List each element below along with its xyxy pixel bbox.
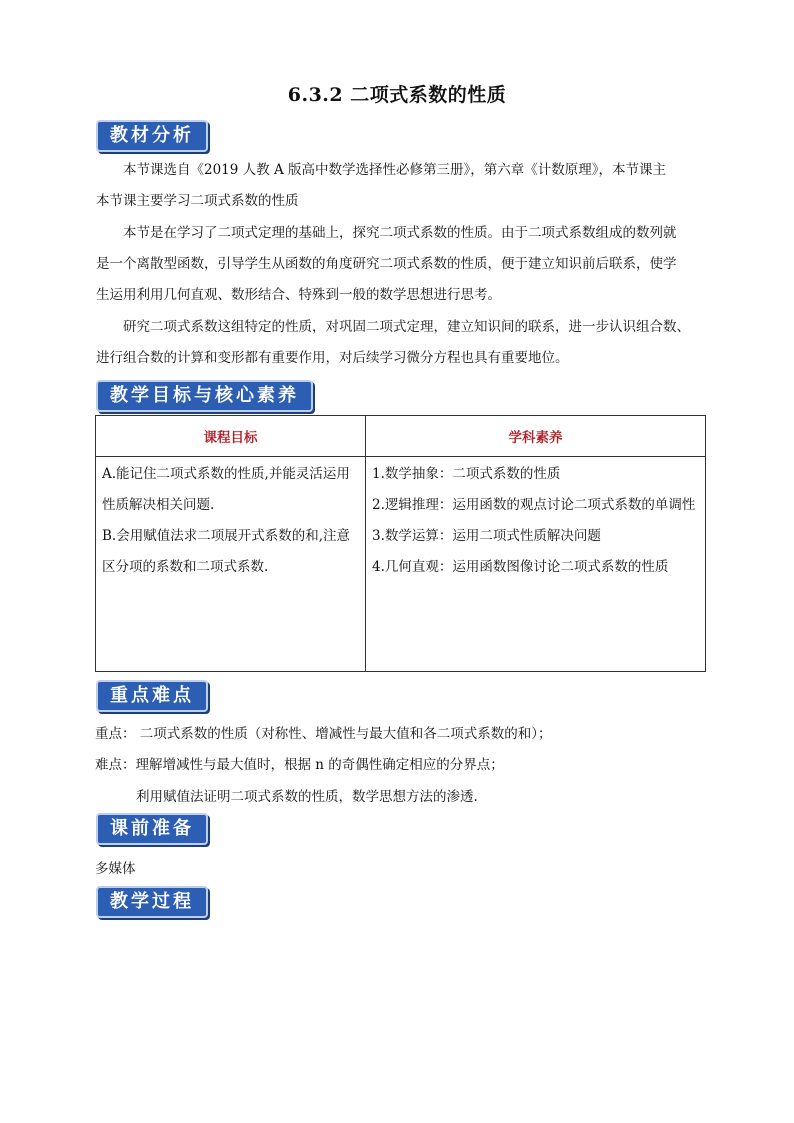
analysis-paragraph-1b: 本节课主要学习二项式系数的性质 <box>96 193 299 209</box>
analysis-paragraph-3a: 研究二项式系数这组特定的性质，对巩固二项式定理，建立知识间的联系，进一步认识组合数、 <box>123 319 690 335</box>
preparation-text: 多媒体 <box>95 861 136 877</box>
course-goal-line: 区分项的系数和二项式系数. <box>102 559 269 575</box>
course-goals-cell <box>96 457 366 672</box>
literacy-line: 3.数学运算：运用二项式性质解决问题 <box>372 528 601 544</box>
section-badge-analysis: 教材分析 <box>96 120 208 152</box>
section-badge-process: 教学过程 <box>96 886 208 918</box>
literacy-line: 2.逻辑推理：运用函数的观点讨论二项式系数的单调性 <box>372 497 696 513</box>
section-badge-key-points: 重点难点 <box>96 680 208 712</box>
goals-table <box>95 415 706 672</box>
course-goal-line: B.会用赋值法求二项展开式系数的和,注意 <box>102 528 351 544</box>
course-goal-line: A.能记住二项式系数的性质,并能灵活运用 <box>102 466 350 482</box>
literacy-line: 4.几何直观：运用函数图像讨论二项式系数的性质 <box>372 559 669 575</box>
analysis-paragraph-1a: 本节课选自《2019 人教 A 版高中数学选择性必修第三册》，第六章《计数原理》，本节课主 <box>123 162 666 178</box>
analysis-paragraph-3b: 进行组合数的计算和变形都有重要作用，对后续学习微分方程也具有重要地位。 <box>96 350 569 366</box>
literacy-line: 1.数学抽象：二项式系数的性质 <box>372 466 561 482</box>
section-badge-goals: 教学目标与核心素养 <box>96 380 313 412</box>
course-goal-line: 性质解决相关问题. <box>102 497 215 513</box>
difficulty-text: 难点：理解增减性与最大值时，根据 n 的奇偶性确定相应的分界点； <box>95 757 504 773</box>
section-badge-preparation: 课前准备 <box>96 813 208 845</box>
analysis-paragraph-2b: 是一个离散型函数，引导学生从函数的角度研究二项式系数的性质，便于建立知识前后联系，使学 <box>96 256 677 272</box>
table-header-literacy: 学科素养 <box>366 416 706 457</box>
page-title: 6.3.2 二项式系数的性质 <box>287 84 507 106</box>
analysis-paragraph-2a: 本节是在学习了二项式定理的基础上，探究二项式系数的性质。由于二项式系数组成的数列就 <box>123 225 677 241</box>
difficulty-continuation: 利用赋值法证明二项式系数的性质，数学思想方法的渗透. <box>136 789 478 805</box>
focus-text: 重点： 二项式系数的性质（对称性、增减性与最大值和各二项式系数的和）； <box>95 726 552 742</box>
literacy-cell <box>366 457 706 672</box>
analysis-paragraph-2c: 生运用利用几何直观、数形结合、特殊到一般的数学思想进行思考。 <box>96 287 501 303</box>
table-header-course-goals: 课程目标 <box>96 416 366 457</box>
